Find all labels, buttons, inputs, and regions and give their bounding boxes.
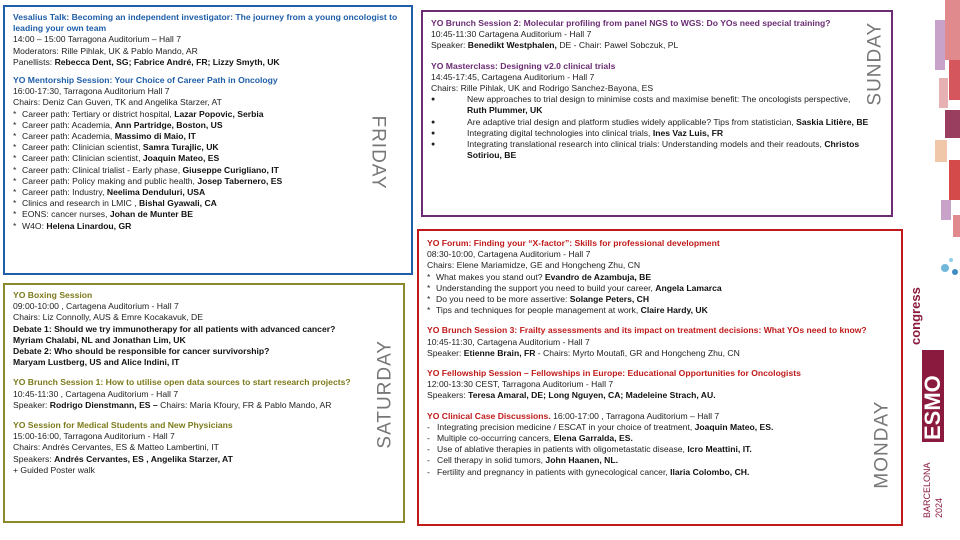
- forum-time: 08:30-10:00, Cartagena Auditorium - Hall 7: [427, 249, 591, 260]
- students-title: YO Session for Medical Students and New Physicians: [13, 420, 233, 431]
- esmo-congress-text: congress: [908, 287, 923, 345]
- mentorship-list: [13, 109, 403, 232]
- list-item: * Career path: Academia, Ann Partridge, Boston, US: [13, 120, 403, 131]
- list-item: * Understanding the support you need to build your career, Angela Lamarca: [427, 283, 893, 294]
- list-item: * Do you need to be more assertive: Solange Peters, CH: [427, 294, 893, 305]
- brunch-2-speaker: Speaker: Benedikt Westphalen, DE - Chair: Pawel Sobczuk, PL: [431, 40, 679, 51]
- list-item: - Use of ablative therapies in patients with oligometastatic disease, Icro Meattini, IT.: [427, 444, 893, 455]
- list-item: ● Integrating digital technologies into clinical trials, Ines Vaz Luis, FR: [431, 128, 871, 139]
- clinical-case-title: YO Clinical Case Discussions. 16:00-17:00 , Tarragona Auditorium – Hall 7: [427, 410, 720, 421]
- students-chairs: Chairs: Andrés Cervantes, ES & Matteo Lambertini, IT: [13, 442, 219, 453]
- list-item: - Cell therapy in solid tumors, John Haanen, NL.: [427, 455, 893, 466]
- list-item: * Career path: Clinical trialist - Early phase, Giuseppe Curigliano, IT: [13, 165, 403, 176]
- list-item: - Multiple co-occurring cancers, Elena Garralda, ES.: [427, 433, 893, 444]
- masterclass-time: 14:45-17:45, Cartagena Auditorium - Hall 7: [431, 71, 595, 82]
- saturday-panel: [3, 283, 405, 523]
- masterclass-list: [431, 94, 871, 161]
- forum-list: [427, 272, 893, 317]
- brunch-2-title: YO Brunch Session 2: Molecular profiling from panel NGS to WGS: Do YOs need special training?: [431, 18, 831, 28]
- list-item: ● New approaches to trial design to minimise costs and maximise benefit: The oncologists perspective, Ruth Plummer, UK: [431, 94, 871, 116]
- masterclass-title: YO Masterclass: Designing v2.0 clinical trials: [431, 60, 616, 71]
- vesalius-talk-moderators: Moderators: Rille Pihlak, UK & Pablo Mando, AR: [13, 45, 198, 56]
- list-item: - Integrating precision medicine / ESCAT in your choice of treatment, Joaquin Mateo, ES.: [427, 422, 893, 433]
- boxing-chairs: Chairs: Liz Connolly, AUS & Emre Kocakavuk, DE: [13, 312, 203, 323]
- list-item: * Tips and techniques for people management at work, Claire Hardy, UK: [427, 305, 893, 316]
- list-item: ● Are adaptive trial design and platform studies widely applicable? Tips from statistician, Saskia Litière, BE: [431, 117, 871, 128]
- forum-title: YO Forum: Finding your “X-factor”: Skills for professional development: [427, 238, 720, 248]
- masterclass-chairs: Chairs: Rille Pihlak, UK and Rodrigo Sanchez-Bayona, ES: [431, 83, 654, 94]
- list-item: * W4O: Helena Linardou, GR: [13, 221, 403, 232]
- brunch-1-speaker: Speaker: Rodrigo Dienstmann, ES – Chairs: Maria Kfoury, FR & Pablo Mando, AR: [13, 399, 332, 410]
- esmo-city-text: BARCELONA: [922, 462, 932, 518]
- vesalius-talk-time: 14:00 – 15:00 Tarragona Auditorium – Hall 7: [13, 34, 182, 45]
- day-label-saturday: SATURDAY: [374, 339, 396, 449]
- esmo-logo-text: ESMO: [920, 375, 945, 440]
- brunch-1-time: 10:45-11:30 , Cartagena Auditorium - Hall 7: [13, 388, 179, 399]
- brunch-3-title: YO Brunch Session 3: Frailty assessments and its impact on treatment decisions: What YOs need to know? 10:45-11:30, Cartagena Auditorium - Hall 7: [427, 325, 867, 347]
- esmo-logo: [908, 287, 945, 518]
- list-item: * Career path: Policy making and public health, Josep Tabernero, ES: [13, 176, 403, 187]
- fellowship-title: YO Fellowship Session – Fellowships in Europe: Educational Opportunities for Oncologists: [427, 368, 801, 379]
- list-item: * Career path: Clinician scientist, Joaquin Mateo, ES: [13, 153, 403, 164]
- boxing-title: YO Boxing Session: [13, 290, 93, 300]
- debate-1-names: Myriam Chalabi, NL and Jonathan Lim, UK: [13, 334, 186, 345]
- list-item: * EONS: cancer nurses, Johan de Munter BE: [13, 209, 403, 220]
- esmo-year-text: 2024: [934, 497, 944, 518]
- day-label-friday: FRIDAY: [367, 115, 389, 190]
- fellowship-time: 12:00-13:30 CEST, Tarragona Auditorium - Hall 7: [427, 379, 614, 390]
- vesalius-talk-panellists: Panellists: Rebecca Dent, SG; Fabrice André, FR; Lizzy Smyth, UK: [13, 56, 280, 67]
- debate-2-names: Maryam Lustberg, US and Alice Indini, IT: [13, 357, 180, 368]
- mentorship-chairs: Chairs: Deniz Can Guven, TK and Angelika Starzer, AT: [13, 97, 222, 108]
- brunch-1-title: YO Brunch Session 1: How to utilise open data sources to start research projects?: [13, 377, 351, 388]
- city-skyline-graphic: [935, 0, 960, 275]
- list-item: * Clinics and research in LMIC , Bishal Gyawali, CA: [13, 198, 403, 209]
- list-item: * Career path: Clinician scientist, Samra Turajlic, UK: [13, 142, 403, 153]
- debate-2: Debate 2: Who should be responsible for cancer survivorship?: [13, 346, 270, 357]
- list-item: - Fertility and pregnancy in patients with gynecological cancer, Ilaria Colombo, CH.: [427, 467, 893, 478]
- day-label-monday: MONDAY: [871, 400, 893, 489]
- monday-panel: [417, 229, 903, 526]
- mentorship-title: YO Mentorship Session: Your Choice of Career Path in Oncology: [13, 75, 278, 86]
- vesalius-talk-title: Vesalius Talk: Becoming an independent investigator: The journey from a young oncologist to leading your own team: [13, 12, 398, 34]
- decorative-city-strip: [905, 0, 960, 540]
- clinical-case-list: [427, 422, 893, 478]
- brunch-3-speaker: Speaker: Etienne Brain, FR - Chairs: Myrto Moutafi, GR and Hongcheng Zhu, CN: [427, 347, 740, 358]
- friday-panel: [3, 5, 413, 275]
- list-item: * What makes you stand out? Evandro de Azambuja, BE: [427, 272, 893, 283]
- students-extra: + Guided Poster walk: [13, 464, 95, 475]
- sunday-panel: [421, 10, 893, 217]
- mentorship-time: 16:00-17:30, Tarragona Auditorium Hall 7: [13, 86, 170, 97]
- list-item: * Career path: Tertiary or district hospital, Lazar Popovic, Serbia: [13, 109, 403, 120]
- students-speakers: Speakers: Andrés Cervantes, ES , Angelika Starzer, AT: [13, 453, 233, 464]
- students-time: 15:00-16:00, Tarragona Auditorium - Hall 7: [13, 431, 175, 442]
- list-item: ● Integrating translational research into clinical trials: Understanding models and their readouts, Christos Sotiriou, BE: [431, 139, 871, 161]
- fellowship-speakers: Speakers: Teresa Amaral, DE; Long Nguyen, CA; Madeleine Strach, AU.: [427, 390, 716, 401]
- list-item: * Career path: Industry, Neelima Denduluri, USA: [13, 187, 403, 198]
- forum-chairs: Chairs: Elene Mariamidze, GE and Hongcheng Zhu, CN: [427, 260, 641, 271]
- list-item: * Career path: Academia, Massimo di Maio, IT: [13, 131, 403, 142]
- day-label-sunday: SUNDAY: [864, 21, 886, 106]
- brunch-2-time: 10:45-11:30 Cartagena Auditorium - Hall 7: [431, 29, 592, 40]
- debate-1: Debate 1: Should we try immunotherapy for all patients with advanced cancer?: [13, 323, 336, 334]
- boxing-time: 09:00-10:00 , Cartagena Auditorium - Hall 7: [13, 301, 179, 312]
